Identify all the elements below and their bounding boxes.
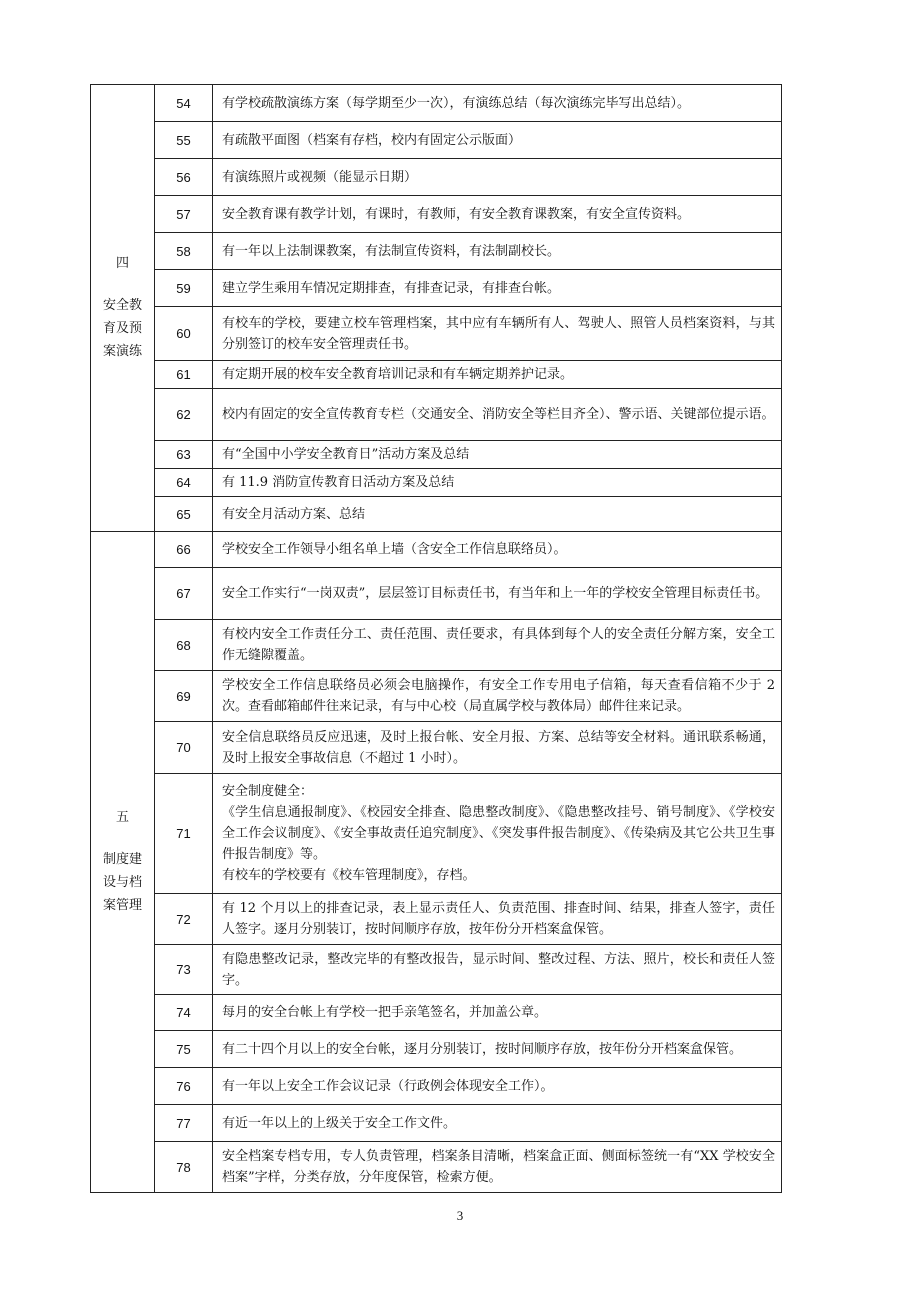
item-requirement: 有疏散平面图（档案有存档，校内有固定公示版面） [213,122,782,159]
requirement-line: 有校车的学校要有《校车管理制度》，存档。 [222,868,476,883]
item-number: 73 [155,945,213,995]
item-number: 77 [155,1105,213,1142]
checklist-row [91,122,782,159]
item-requirement: 有 12 个月以上的排查记录，表上显示责任人、负责范围、排查时间、结果，排查人签字，责任人签字。逐月分别装订，按时间顺序存放，按年份分开档案盒保管。 [213,894,782,945]
page-number: 3 [456,1208,464,1223]
item-number: 61 [155,361,213,389]
checklist-row [91,1031,782,1068]
category-number: 五 [115,810,129,825]
item-number: 60 [155,307,213,361]
item-requirement: 每月的安全台帐上有学校一把手亲笔签名，并加盖公章。 [213,995,782,1031]
checklist-row [91,497,782,532]
checklist-row [91,307,782,361]
item-number: 59 [155,270,213,307]
item-number: 55 [155,122,213,159]
item-requirement: 有一年以上安全工作会议记录（行政例会体现安全工作）。 [213,1068,782,1105]
category-name: 制度建设与档案管理 [102,852,142,913]
checklist-row [91,270,782,307]
checklist-row [91,1105,782,1142]
item-requirement: 有定期开展的校车安全教育培训记录和有车辆定期养护记录。 [213,361,782,389]
item-number: 64 [155,469,213,497]
checklist-row [91,995,782,1031]
item-requirement: 校内有固定的安全宣传教育专栏（交通安全、消防安全等栏目齐全）、警示语、关键部位提示语。 [213,389,782,441]
item-requirement: 学校安全工作信息联络员必须会电脑操作，有安全工作专用电子信箱，每天查看信箱不少于 2 次。查看邮箱邮件往来记录，有与中心校（局直属学校与教体局）邮件往来记录。 [213,671,782,722]
checklist-row [91,361,782,389]
checklist-row [91,532,782,568]
item-requirement: 有安全月活动方案、总结 [213,497,782,532]
item-requirement: 有学校疏散演练方案（每学期至少一次），有演练总结（每次演练完毕写出总结）。 [213,85,782,122]
item-requirement: 安全工作实行“一岗双责”，层层签订目标责任书，有当年和上一年的学校安全管理目标责任书。 [213,568,782,620]
item-number: 58 [155,233,213,270]
item-number: 56 [155,159,213,196]
item-number: 54 [155,85,213,122]
requirement-line: 《学生信息通报制度》、《校园安全排查、隐患整改制度》、《隐患整改挂号、销号制度》、《学校安全工作会议制度》、《安全事故责任追究制度》、《突发事件报告制度》、《传染病及其它公共卫生事件报告制度》等。 [222,805,775,862]
checklist-row [91,159,782,196]
category-cell [91,85,155,532]
checklist-table [90,84,782,1193]
item-requirement: 有校内安全工作责任分工、责任范围、责任要求，有具体到每个人的安全责任分解方案，安全工作无缝隙覆盖。 [213,620,782,671]
item-number: 74 [155,995,213,1031]
item-number: 67 [155,568,213,620]
item-requirement: 建立学生乘用车情况定期排查，有排查记录，有排查台帐。 [213,270,782,307]
item-number: 68 [155,620,213,671]
checklist-row [91,774,782,894]
item-requirement: 有二十四个月以上的安全台帐，逐月分别装订，按时间顺序存放，按年份分开档案盒保管。 [213,1031,782,1068]
checklist-row [91,945,782,995]
item-requirement: 有演练照片或视频（能显示日期） [213,159,782,196]
checklist-row [91,1068,782,1105]
item-number: 78 [155,1142,213,1193]
checklist-row [91,389,782,441]
item-number: 69 [155,671,213,722]
item-number: 75 [155,1031,213,1068]
checklist-row [91,441,782,469]
checklist-row [91,1142,782,1193]
item-requirement: 有“全国中小学安全教育日”活动方案及总结 [213,441,782,469]
category-number: 四 [115,256,129,271]
item-number: 72 [155,894,213,945]
checklist-row [91,233,782,270]
checklist-row [91,671,782,722]
checklist-row [91,722,782,774]
checklist-row [91,196,782,233]
item-number: 76 [155,1068,213,1105]
item-number: 66 [155,532,213,568]
item-requirement [213,774,782,894]
category-name: 安全教育及预案演练 [102,298,142,359]
item-requirement: 有校车的学校，要建立校车管理档案，其中应有车辆所有人、驾驶人、照管人员档案资料，与其分别签订的校车安全管理责任书。 [213,307,782,361]
item-requirement: 有一年以上法制课教案，有法制宣传资料，有法制副校长。 [213,233,782,270]
item-requirement: 有隐患整改记录，整改完毕的有整改报告，显示时间、整改过程、方法、照片，校长和责任人签字。 [213,945,782,995]
item-number: 65 [155,497,213,532]
item-number: 70 [155,722,213,774]
checklist-row [91,85,782,122]
category-cell [91,532,155,1193]
item-requirement: 有 11.9 消防宣传教育日活动方案及总结 [213,469,782,497]
item-requirement: 安全教育课有教学计划，有课时，有教师，有安全教育课教案，有安全宣传资料。 [213,196,782,233]
item-number: 63 [155,441,213,469]
item-requirement: 学校安全工作领导小组名单上墙（含安全工作信息联络员）。 [213,532,782,568]
requirement-line: 安全制度健全： [222,784,314,799]
item-requirement: 安全信息联络员反应迅速，及时上报台帐、安全月报、方案、总结等安全材料。通讯联系畅通，及时上报安全事故信息（不超过 1 小时）。 [213,722,782,774]
checklist-row [91,469,782,497]
item-number: 62 [155,389,213,441]
item-requirement: 安全档案专档专用，专人负责管理，档案条目清晰，档案盒正面、侧面标签统一有“XX 学校安全档案”字样，分类存放，分年度保管，检索方便。 [213,1142,782,1193]
item-number: 57 [155,196,213,233]
checklist-row [91,620,782,671]
checklist-row [91,568,782,620]
checklist-row [91,894,782,945]
item-number: 71 [155,774,213,894]
item-requirement: 有近一年以上的上级关于安全工作文件。 [213,1105,782,1142]
